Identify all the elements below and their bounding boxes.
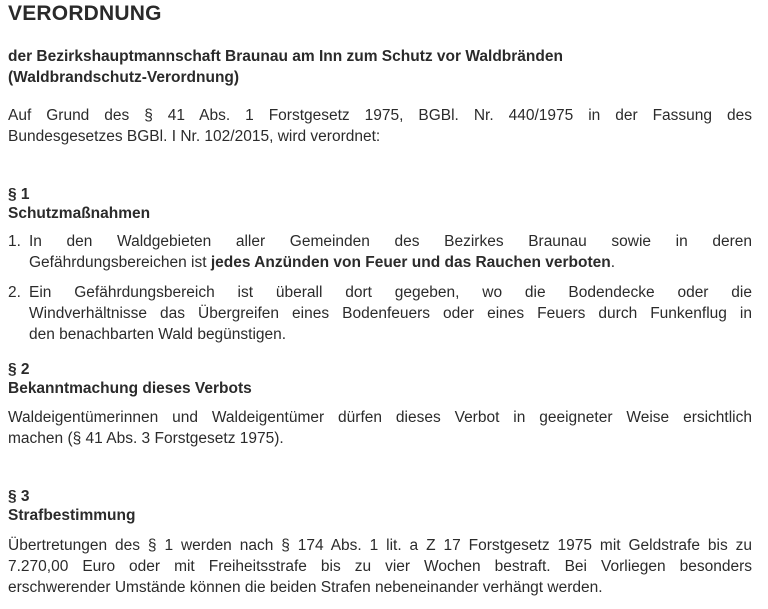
list-item-body — [29, 231, 752, 273]
list-marker: 2. — [8, 284, 21, 301]
list-item-line: Ein Gefährdungsbereich ist überall dort gegeben, wo die Bodendecke oder die — [29, 284, 752, 301]
subtitle-line: der Bezirkshauptmannschaft Braunau am Inn zum Schutz vor Waldbränden — [8, 48, 563, 65]
document-subtitle — [8, 46, 563, 88]
section-2-title: Bekanntmachung dieses Verbots — [8, 380, 252, 397]
list-item-line: In den Waldgebieten aller Gemeinden des Bezirkes Braunau sowie in deren — [29, 233, 752, 250]
list-item-2 — [8, 282, 752, 345]
text-run: Gefährdungsbereichen ist — [29, 254, 211, 271]
subtitle-line: (Waldbrandschutz-Verordnung) — [8, 69, 240, 86]
section-3-line: erschwerender Umstände können die beiden Strafen nebeneinander verhängt werden. — [8, 579, 603, 596]
list-item-line: Windverhältnisse das Übergreifen eines Bodenfeuers oder eines Feuers durch Funkenflug in — [29, 305, 752, 322]
preamble-line: Bundesgesetzes BGBl. I Nr. 102/2015, wird verordnet: — [8, 128, 381, 145]
list-item-1 — [8, 231, 752, 273]
list-item-body — [29, 282, 752, 345]
preamble-line: Auf Grund des § 41 Abs. 1 Forstgesetz 1975, BGBl. Nr. 440/1975 in der Fassung des — [8, 107, 752, 124]
document-title: VERORDNUNG — [8, 2, 162, 25]
section-3-line: Übertretungen des § 1 werden nach § 174 Abs. 1 lit. a Z 17 Forstgesetz 1975 mit Geldstrafe bis zu — [8, 537, 752, 554]
section-2-body — [8, 407, 752, 449]
section-3-number: § 3 — [8, 488, 30, 505]
list-marker: 1. — [8, 233, 21, 250]
section-2-line: machen (§ 41 Abs. 3 Forstgesetz 1975). — [8, 430, 284, 447]
emphasized-prohibition: jedes Anzünden von Feuer und das Rauchen verboten — [210, 254, 611, 271]
text-run: . — [610, 254, 616, 271]
section-3-line: 7.270,00 Euro oder mit Freiheitsstrafe bis zu vier Wochen bestraft. Bei Vorliegen besonders — [8, 558, 752, 575]
preamble — [8, 105, 752, 147]
list-item-line — [29, 252, 752, 273]
section-3-body — [8, 535, 752, 598]
section-1-number: § 1 — [8, 186, 30, 203]
section-2-number: § 2 — [8, 361, 30, 378]
section-3-title: Strafbestimmung — [8, 507, 136, 524]
list-item-line: den benachbarten Wald begünstigen. — [29, 326, 287, 343]
section-2-line: Waldeigentümerinnen und Waldeigentümer dürfen dieses Verbot in geeigneter Weise ersichtlich — [8, 409, 752, 426]
section-1-title: Schutzmaßnahmen — [8, 205, 151, 222]
